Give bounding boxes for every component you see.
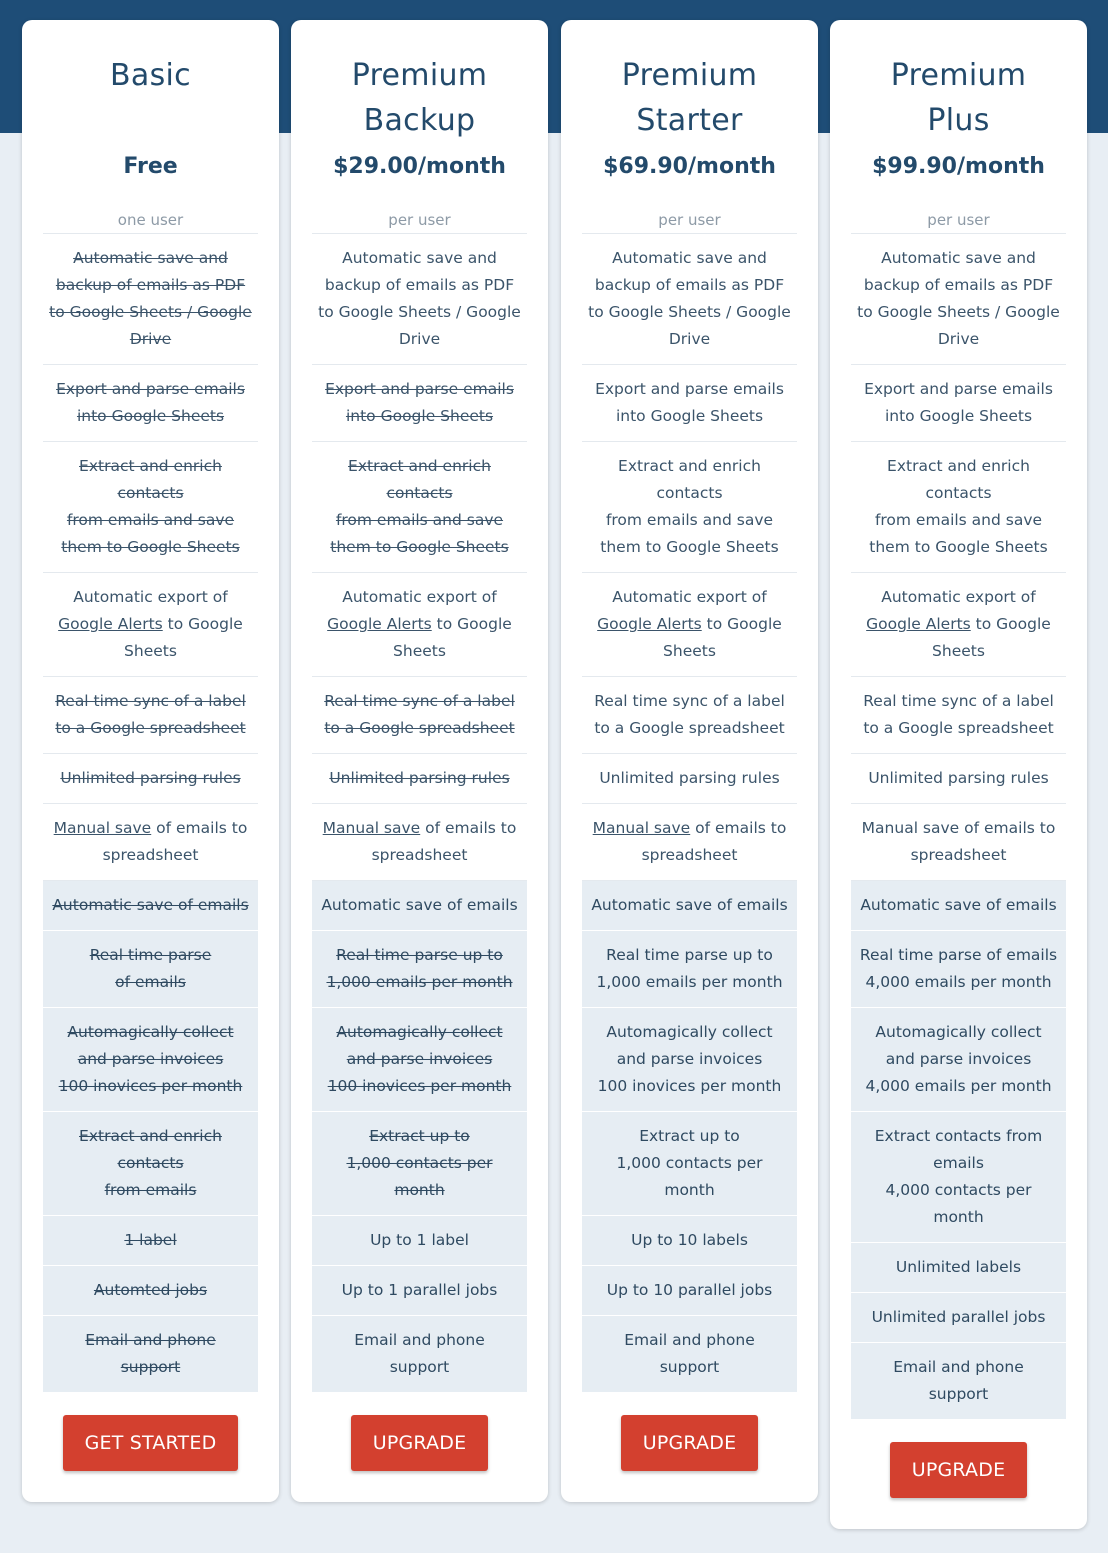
upgrade-button[interactable]: UPGRADE [351,1415,489,1471]
feature-text: Unlimited parsing rules [60,769,241,787]
feature-text: and parse invoices [77,1050,224,1068]
plan-action [312,1393,527,1502]
feature-link[interactable]: Google Alerts [597,615,702,633]
plan-title [312,20,527,143]
feature-text: Manual save of emails to [861,819,1056,837]
feature-text: Google Alerts to Google [597,615,782,633]
feature-text: Sheets [663,642,716,660]
plan-title-line: Premium [890,58,1027,93]
feature-text: Real time sync of a label [55,692,246,710]
feature-text: from emails [104,1181,197,1199]
feature-item [851,1243,1066,1293]
feature-text: spreadsheet [371,846,468,864]
feature-text: Unlimited parsing rules [329,769,510,787]
feature-text: Up to 1 parallel jobs [341,1281,498,1299]
feature-text: of emails [115,973,186,991]
feature-item-unavailable [312,442,527,573]
feature-text: from emails and save [335,511,504,529]
feature-text: Drive [129,330,172,348]
upgrade-button[interactable]: UPGRADE [621,1415,759,1471]
feature-text: Real time sync of a label [594,692,785,710]
plan-unit: per user [927,211,990,229]
plan-unit: one user [117,211,184,229]
feature-item [851,754,1066,804]
feature-text: Extract and enrich [618,457,761,475]
feature-text: 100 inovices per month [58,1077,243,1095]
feature-text: Automatic export of [342,588,497,606]
feature-link[interactable]: Manual save [53,819,152,837]
feature-text: Export and parse emails [56,380,245,398]
feature-text: 4,000 emails per month [865,973,1052,991]
feature-text: to a Google spreadsheet [324,719,515,737]
feature-item-unavailable [312,1112,527,1216]
feature-text: Unlimited labels [895,1258,1022,1276]
plan-action [851,1420,1066,1529]
feature-text: Sheets [124,642,177,660]
feature-text: spreadsheet [641,846,738,864]
feature-item-unavailable [43,881,258,931]
feature-text: Email and phone [354,1331,485,1349]
feature-item-unavailable [312,365,527,442]
feature-text: contacts [386,484,453,502]
feature-text: Email and phone [624,1331,755,1349]
feature-text: Automatic save and [342,249,497,267]
feature-text: Real time sync of a label [324,692,515,710]
feature-text: Google Alerts to Google [327,615,512,633]
feature-item [582,1008,797,1112]
feature-item [851,881,1066,931]
feature-text: 1 label [124,1231,177,1249]
feature-text: to a Google spreadsheet [55,719,246,737]
feature-text: them to Google Sheets [330,538,509,556]
feature-text: Email and phone [893,1358,1024,1376]
feature-text: Automatic save and [73,249,228,267]
feature-text: emails [933,1154,984,1172]
feature-text: spreadsheet [102,846,199,864]
feature-text: Manual save of emails to [53,819,248,837]
feature-link[interactable]: Google Alerts [866,615,971,633]
feature-item [582,754,797,804]
feature-text: into Google Sheets [615,407,764,425]
feature-text: Automatic export of [73,588,228,606]
feature-text: Email and phone [85,1331,216,1349]
feature-item [851,442,1066,573]
feature-item-unavailable [43,754,258,804]
feature-item [582,1316,797,1393]
feature-text: contacts [117,484,184,502]
feature-link[interactable]: Google Alerts [327,615,432,633]
feature-item [582,677,797,754]
feature-item-unavailable [312,754,527,804]
feature-item [582,881,797,931]
plan-card-premium-backup [291,20,548,1502]
feature-text: Real time parse up to [336,946,503,964]
feature-text: from emails and save [874,511,1043,529]
feature-item [851,234,1066,365]
feature-text: Drive [937,330,980,348]
feature-text: into Google Sheets [345,407,494,425]
feature-link[interactable]: Manual save [322,819,421,837]
feature-text: to Google Sheets / Google [857,303,1060,321]
feature-item [43,804,258,881]
plan-action [43,1393,258,1502]
feature-text: Google Alerts to Google [866,615,1051,633]
plan-action [582,1393,797,1502]
feature-text: them to Google Sheets [600,538,779,556]
feature-text: 1,000 emails per month [596,973,783,991]
feature-text: Unlimited parallel jobs [871,1308,1046,1326]
feature-text: Automagically collect [875,1023,1042,1041]
plan-header [582,20,797,233]
plan-title-line: Premium [351,58,488,93]
plan-title [851,20,1066,143]
plan-price: $29.00/month [333,154,506,179]
plan-card-premium-starter [561,20,818,1502]
feature-item-unavailable [312,677,527,754]
plan-price: Free [123,154,178,179]
feature-item [582,234,797,365]
feature-text: Up to 1 label [370,1231,469,1249]
feature-item-unavailable [43,1112,258,1216]
plan-card-basic [22,20,279,1502]
feature-text: Automatic export of [612,588,767,606]
feature-text: Manual save of emails to [322,819,517,837]
feature-text: backup of emails as PDF [594,276,785,294]
feature-item [582,1216,797,1266]
feature-text: Automatic save of emails [321,896,518,914]
feature-text: Up to 10 parallel jobs [606,1281,773,1299]
plan-price: $69.90/month [603,154,776,179]
feature-text: into Google Sheets [884,407,1033,425]
feature-item [312,1216,527,1266]
feature-item [851,1343,1066,1420]
feature-text: Extract and enrich [348,457,491,475]
feature-text: Real time parse of emails [859,946,1058,964]
feature-text: Automatic save of emails [52,896,249,914]
feature-item-unavailable [43,1266,258,1316]
feature-item [582,1266,797,1316]
feature-text: contacts [656,484,723,502]
plan-title-line: Basic [110,58,191,93]
feature-text: support [389,1358,450,1376]
feature-text: month [394,1181,445,1199]
upgrade-button[interactable]: UPGRADE [890,1442,1028,1498]
plan-unit: per user [388,211,451,229]
feature-text: month [933,1208,984,1226]
feature-item-unavailable [43,1316,258,1393]
feature-item [851,931,1066,1008]
feature-item [851,1008,1066,1112]
feature-text: Drive [398,330,441,348]
feature-item [312,881,527,931]
plan-title-line: Premium [621,58,758,93]
feature-list [312,233,527,1393]
feature-text: Real time sync of a label [863,692,1054,710]
feature-item-unavailable [312,1008,527,1112]
feature-text: month [664,1181,715,1199]
feature-text: 100 inovices per month [597,1077,782,1095]
feature-item-unavailable [312,931,527,1008]
feature-text: to Google Sheets / Google [588,303,791,321]
feature-text: and parse invoices [885,1050,1032,1068]
feature-text: 100 inovices per month [327,1077,512,1095]
feature-item [582,1112,797,1216]
feature-text: Automatic save of emails [860,896,1057,914]
feature-item [851,573,1066,677]
feature-text: 4,000 emails per month [865,1077,1052,1095]
feature-text: to a Google spreadsheet [594,719,785,737]
feature-text: support [659,1358,720,1376]
feature-text: Automatic save and [612,249,767,267]
feature-text: them to Google Sheets [61,538,240,556]
feature-text: to a Google spreadsheet [863,719,1054,737]
feature-item-unavailable [43,442,258,573]
feature-text: Unlimited parsing rules [868,769,1049,787]
feature-text: Export and parse emails [325,380,514,398]
plan-header [43,20,258,233]
feature-text: Extract and enrich [79,1127,222,1145]
feature-item [43,573,258,677]
feature-text: backup of emails as PDF [324,276,515,294]
feature-text: Unlimited parsing rules [599,769,780,787]
feature-text: support [928,1385,989,1403]
feature-item [851,1112,1066,1243]
feature-text: Real time parse [89,946,212,964]
feature-item-unavailable [43,1008,258,1112]
feature-text: support [120,1358,181,1376]
feature-item [851,804,1066,881]
feature-text: Real time parse up to [606,946,773,964]
feature-item [312,804,527,881]
feature-text: Export and parse emails [864,380,1053,398]
feature-item [582,365,797,442]
feature-item [312,1266,527,1316]
feature-item [851,365,1066,442]
plan-header [312,20,527,233]
feature-text: Automatic export of [881,588,1036,606]
feature-text: Automatic save and [881,249,1036,267]
feature-text: to Google Sheets / Google [318,303,521,321]
feature-item [582,442,797,573]
feature-text: contacts [117,1154,184,1172]
feature-link[interactable]: Manual save [592,819,691,837]
feature-text: Export and parse emails [595,380,784,398]
feature-item [312,573,527,677]
feature-item [582,931,797,1008]
feature-list [851,233,1066,1420]
feature-text: Automted jobs [93,1281,208,1299]
feature-item [582,804,797,881]
feature-item [851,677,1066,754]
feature-item [851,1293,1066,1343]
feature-item [582,573,797,677]
feature-text: 1,000 emails per month [326,973,513,991]
feature-text: Manual save of emails to [592,819,787,837]
plan-title [582,20,797,143]
get-started-button[interactable]: GET STARTED [63,1415,239,1471]
feature-list [582,233,797,1393]
feature-text: them to Google Sheets [869,538,1048,556]
feature-text: backup of emails as PDF [55,276,246,294]
feature-text: to Google Sheets / Google [49,303,252,321]
feature-text: 4,000 contacts per [885,1181,1032,1199]
feature-text: from emails and save [605,511,774,529]
plan-title-line: Starter [636,103,743,138]
feature-text: backup of emails as PDF [863,276,1054,294]
feature-text: Extract contacts from [874,1127,1043,1145]
feature-text: Automagically collect [336,1023,503,1041]
plan-title [43,20,258,98]
feature-text: Automatic save of emails [591,896,788,914]
feature-text: 1,000 contacts per [616,1154,763,1172]
feature-text: from emails and save [66,511,235,529]
feature-text: Automagically collect [67,1023,234,1041]
feature-text: spreadsheet [910,846,1007,864]
feature-text: and parse invoices [616,1050,763,1068]
feature-text: Extract up to [639,1127,740,1145]
feature-list [43,233,258,1393]
feature-text: 1,000 contacts per [346,1154,493,1172]
feature-item-unavailable [43,1216,258,1266]
feature-link[interactable]: Google Alerts [58,615,163,633]
plan-header [851,20,1066,233]
feature-text: Up to 10 labels [631,1231,748,1249]
feature-item-unavailable [43,365,258,442]
plan-card-premium-plus [830,20,1087,1529]
feature-text: Extract and enrich [887,457,1030,475]
feature-item [312,1316,527,1393]
plan-title-line: Plus [927,103,990,138]
feature-text: into Google Sheets [76,407,225,425]
feature-text: Google Alerts to Google [58,615,243,633]
feature-item-unavailable [43,234,258,365]
plan-unit: per user [658,211,721,229]
feature-text: Automagically collect [606,1023,773,1041]
feature-item-unavailable [43,931,258,1008]
plan-title-line: Backup [363,103,476,138]
feature-text: Drive [668,330,711,348]
plan-price: $99.90/month [872,154,1045,179]
feature-item-unavailable [43,677,258,754]
feature-text: Extract up to [369,1127,470,1145]
feature-text: Sheets [393,642,446,660]
feature-text: contacts [925,484,992,502]
feature-text: and parse invoices [346,1050,493,1068]
feature-item [312,234,527,365]
feature-text: Extract and enrich [79,457,222,475]
feature-text: Sheets [932,642,985,660]
